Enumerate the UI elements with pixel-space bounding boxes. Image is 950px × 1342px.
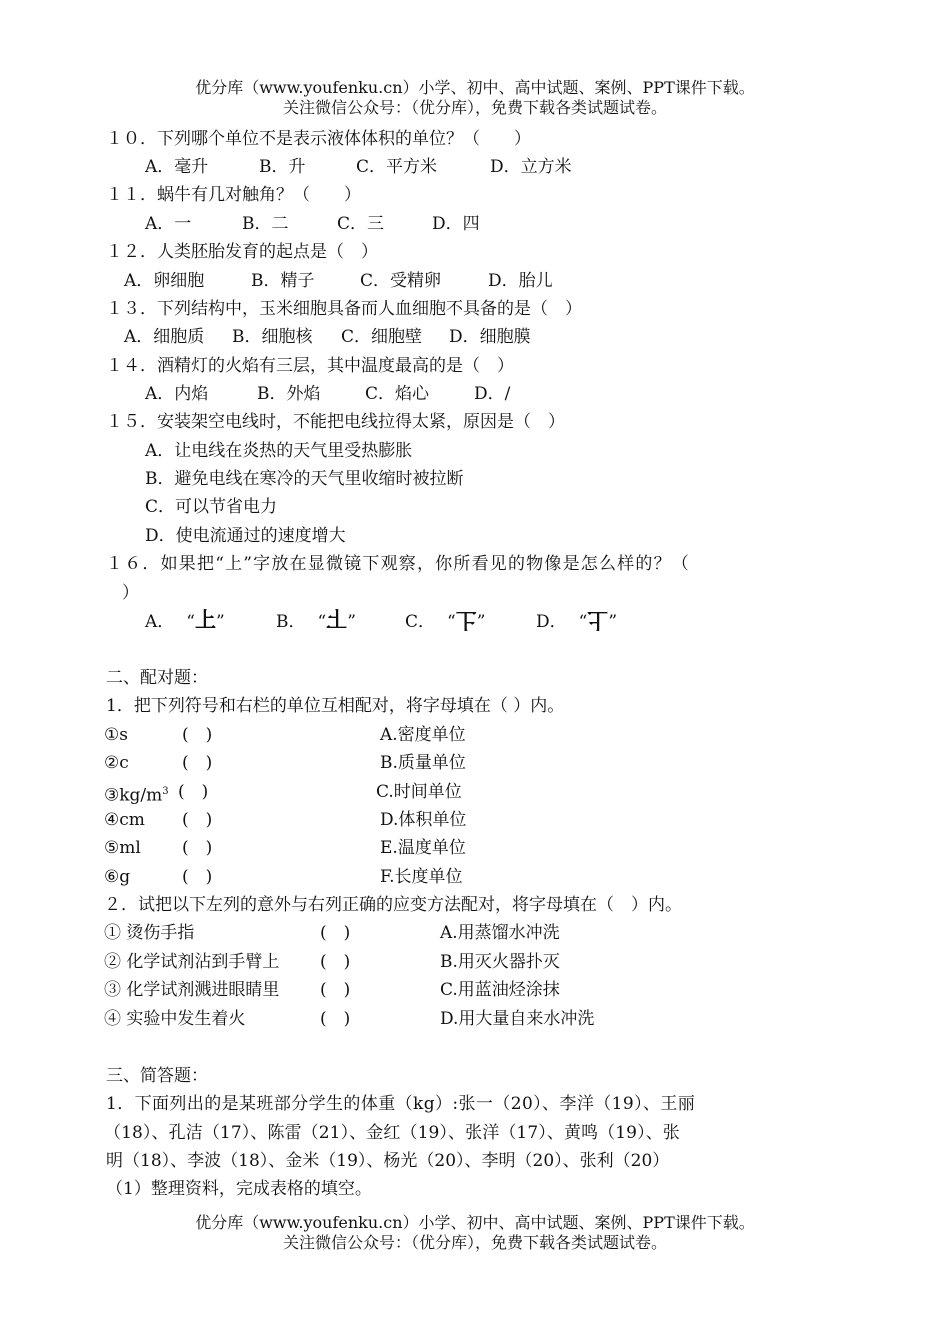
match-q1-left-1: ①s <box>104 725 128 745</box>
footer-line-2: 关注微信公众号：（优分库），免费下载各类试题试卷。 <box>282 1233 667 1252</box>
q16-char-mirrored: 上 <box>326 608 348 632</box>
q10-option-d: D．立方米 <box>490 157 572 177</box>
match-q2-blank-1[interactable]: ( ) <box>320 923 351 943</box>
match-q1-left-6: ⑥g <box>104 867 131 887</box>
q16-option-b-label: B． <box>276 612 306 632</box>
q16-option-d-label: D． <box>536 612 567 632</box>
q16-option-b-open-quote: “ <box>317 612 327 632</box>
q14-stem: １４．酒精灯的火焰有三层，其中温度最高的是（ ） <box>106 356 514 376</box>
q16-option-a <box>145 609 225 633</box>
match-q2-blank-2[interactable]: ( ) <box>320 952 351 972</box>
match-q1-left-3-sup: 3 <box>162 786 169 797</box>
match-q1-right-e: E.温度单位 <box>380 838 466 858</box>
match-q1-blank-1[interactable]: ( ) <box>182 725 213 745</box>
q12-option-d: D．胎儿 <box>488 271 553 291</box>
match-q1-stem: 1．把下列符号和右栏的单位互相配对，将字母填在（ ）内。 <box>106 696 565 716</box>
q15-option-b: B．避免电线在寒冷的天气里收缩时被拉断 <box>145 469 464 489</box>
match-q2-right-a: A.用蒸馏水冲洗 <box>440 923 560 943</box>
match-q1-right-c: C.时间单位 <box>376 782 462 802</box>
q16-option-c-close-quote: ” <box>476 612 486 632</box>
q16-char-upright: 上 <box>194 608 216 632</box>
q10-option-b: B．升 <box>259 157 306 177</box>
q16-option-c-open-quote: “ <box>447 612 456 632</box>
q11-option-a: A．一 <box>145 214 192 234</box>
match-q1-left-5: ⑤ml <box>104 838 141 858</box>
match-q2-right-b: B.用灭火器扑灭 <box>440 952 560 972</box>
match-q1-blank-6[interactable]: ( ) <box>182 867 213 887</box>
q15-option-a: A．让电线在炎热的天气里受热膨胀 <box>145 441 413 461</box>
q11-option-b: B．二 <box>242 214 289 234</box>
short-q1-sub: （1）整理资料，完成表格的填空。 <box>106 1179 372 1199</box>
q10-stem: １０．下列哪个单位不是表示液体体积的单位？（ ） <box>106 129 531 149</box>
match-q2-right-c: C.用蓝油烃涂抹 <box>440 980 560 1000</box>
match-q1-left-3-text: ③kg/m <box>104 785 163 806</box>
match-q1-right-a: A.密度单位 <box>380 725 466 745</box>
header-line-2: 关注微信公众号：（优分库），免费下载各类试题试卷。 <box>282 98 667 117</box>
section-short-title: 三、简答题： <box>106 1066 208 1086</box>
q14-option-a: A．内焰 <box>145 384 209 404</box>
short-q1-line-2: （18）、孔洁（17）、陈雷（21）、金红（19）、张洋（17）、黄鸣（19）、张 <box>104 1123 680 1143</box>
q13-option-b: B．细胞核 <box>232 327 313 347</box>
match-q2-left-3: ③ 化学试剂溅进眼睛里 <box>104 980 280 1000</box>
match-q2-left-4: ④ 实验中发生着火 <box>104 1009 246 1029</box>
q15-option-d: D．使电流通过的速度增大 <box>145 526 346 546</box>
q16-option-c-label: C． <box>405 612 436 632</box>
q16-option-a-open-quote: “ <box>186 612 195 632</box>
section-matching-title: 二、配对题： <box>106 668 208 688</box>
q10-option-c: C．平方米 <box>356 157 438 177</box>
q15-option-c: C．可以节省电力 <box>145 497 278 517</box>
match-q2-right-d: D.用大量自来水冲洗 <box>440 1009 595 1029</box>
match-q1-blank-5[interactable]: ( ) <box>182 838 213 858</box>
q15-stem: １５．安装架空电线时，不能把电线拉得太紧，原因是（ ） <box>106 412 565 432</box>
q14-option-d: D．/ <box>474 384 511 404</box>
q16-char-rotated: 上 <box>587 608 609 632</box>
q16-option-b-close-quote: ” <box>347 612 356 632</box>
q16-option-a-label: A． <box>145 612 175 632</box>
q16-stem-line-2: ） <box>122 583 139 603</box>
q12-option-c: C．受精卵 <box>360 271 442 291</box>
q16-option-d-open-quote: “ <box>578 612 588 632</box>
q12-stem: １２．人类胚胎发育的起点是（ ） <box>106 242 378 262</box>
match-q1-blank-4[interactable]: ( ) <box>182 810 213 830</box>
short-q1-line-1: 1．下面列出的是某班部分学生的体重（kg）:张一（20）、李洋（19）、王丽 <box>106 1094 696 1114</box>
match-q1-left-4: ④cm <box>104 810 145 830</box>
q16-char-flipped: 上 <box>455 608 477 632</box>
match-q1-right-d: D.体积单位 <box>380 810 467 830</box>
q12-option-a: A．卵细胞 <box>124 271 205 291</box>
match-q1-blank-2[interactable]: ( ) <box>182 753 213 773</box>
q13-option-c: C．细胞壁 <box>341 327 423 347</box>
q11-stem: １１．蜗牛有几对触角？（ ） <box>106 185 361 205</box>
q11-option-c: C．三 <box>337 214 385 234</box>
q13-stem: １３．下列结构中，玉米细胞具备而人血细胞不具备的是（ ） <box>106 299 582 319</box>
q12-option-b: B．精子 <box>251 271 315 291</box>
q16-option-a-close-quote: ” <box>215 612 225 632</box>
q13-option-d: D．细胞膜 <box>449 327 531 347</box>
q16-option-c <box>405 609 485 633</box>
q16-option-d-close-quote: ” <box>608 612 618 632</box>
match-q2-blank-3[interactable]: ( ) <box>320 980 351 1000</box>
q11-option-d: D．四 <box>432 214 480 234</box>
q10-option-a: A．毫升 <box>145 157 209 177</box>
q16-stem-line-1: １６．如果把“上”字放在显微镜下观察，你所看见的物像是怎么样的？（ <box>106 554 690 574</box>
match-q1-right-b: B.质量单位 <box>380 753 466 773</box>
short-q1-line-3: 明（18）、李波（18）、金米（19）、杨光（20）、李明（20）、张利（20） <box>106 1151 670 1171</box>
q14-option-b: B．外焰 <box>257 384 321 404</box>
match-q1-left-3 <box>104 781 169 807</box>
q16-option-b <box>276 609 356 633</box>
match-q2-left-1: ① 烫伤手指 <box>104 923 195 943</box>
header-line-1: 优分库（www.youfenku.cn）小学、初中、高中试题、案例、PPT课件下载。 <box>195 78 755 97</box>
match-q2-blank-4[interactable]: ( ) <box>320 1009 351 1029</box>
match-q2-stem: ２．试把以下左列的意外与右列正确的应变方法配对，将字母填在（ ）内。 <box>104 895 682 915</box>
match-q1-right-f: F.长度单位 <box>380 867 463 887</box>
q13-option-a: A．细胞质 <box>124 327 205 347</box>
match-q1-blank-3[interactable]: ( ) <box>178 782 209 802</box>
q14-option-c: C．焰心 <box>365 384 430 404</box>
match-q2-left-2: ② 化学试剂沾到手臂上 <box>104 952 280 972</box>
match-q1-left-2: ②c <box>104 753 129 773</box>
footer-line-1: 优分库（www.youfenku.cn）小学、初中、高中试题、案例、PPT课件下载。 <box>195 1213 755 1232</box>
q16-option-d <box>536 609 617 633</box>
